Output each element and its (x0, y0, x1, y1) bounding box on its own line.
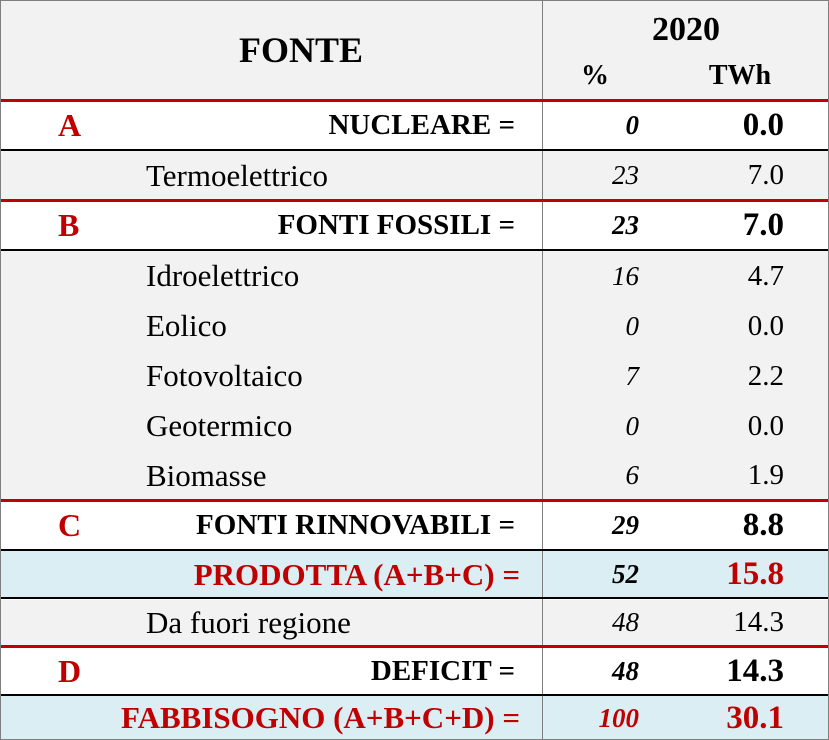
table-row-item (0, 251, 829, 301)
item-label: Termoelettrico (146, 157, 329, 193)
header-pct: % (581, 60, 609, 91)
pct-value: 23 (612, 210, 639, 240)
group-letter: D (58, 652, 82, 689)
row-divider (0, 597, 829, 599)
item-label: Geotermico (146, 408, 293, 443)
pct-value: 48 (612, 655, 639, 686)
table-row-total-demand (0, 696, 829, 740)
twh-value: 0.0 (747, 409, 784, 442)
twh-value: 14.3 (726, 652, 784, 689)
row-divider (0, 694, 829, 696)
table-row-group-b (0, 201, 829, 250)
item-label: Biomasse (146, 457, 267, 493)
item-label: Da fuori regione (146, 604, 351, 640)
item-label: Idroelettrico (146, 258, 300, 293)
twh-value: 14.3 (733, 606, 784, 638)
pct-value: 0 (625, 110, 639, 140)
pct-value: 7 (625, 360, 639, 391)
pct-value: 0 (625, 310, 639, 341)
twh-value: 7.0 (747, 159, 784, 191)
pct-value: 100 (598, 702, 639, 733)
twh-value: 4.7 (747, 259, 784, 292)
row-divider (0, 499, 829, 502)
row-divider (0, 99, 829, 102)
pct-value: 23 (612, 160, 639, 190)
group-letter: B (58, 207, 80, 243)
group-label: FONTI RINNOVABILI = (196, 509, 515, 541)
table-row-total-produced (0, 551, 829, 598)
table-row-item (0, 151, 829, 200)
pct-value: 0 (625, 410, 639, 441)
table-row-item (0, 401, 829, 451)
twh-value: 7.0 (742, 207, 784, 243)
row-divider (0, 645, 829, 648)
table-row-group-a (0, 101, 829, 150)
item-label: Eolico (146, 308, 227, 343)
column-divider (542, 0, 543, 740)
twh-value: 0.0 (747, 309, 784, 342)
twh-value: 1.9 (747, 459, 784, 491)
row-divider (0, 549, 829, 551)
group-letter: C (58, 507, 82, 543)
table-header (0, 0, 829, 100)
group-label: DEFICIT = (370, 654, 515, 687)
twh-value: 15.8 (726, 556, 784, 592)
pct-value: 52 (612, 559, 639, 589)
table-row-item (0, 301, 829, 351)
header-year: 2020 (652, 11, 720, 48)
total-label: PRODOTTA (A+B+C) = (193, 556, 520, 592)
pct-value: 16 (612, 260, 639, 291)
group-label: FONTI FOSSILI = (277, 209, 515, 241)
twh-value: 30.1 (726, 699, 784, 736)
row-divider (0, 249, 829, 251)
item-label: Fotovoltaico (146, 358, 303, 393)
pct-value: 6 (625, 460, 639, 490)
pct-value: 48 (612, 607, 639, 637)
twh-value: 8.8 (742, 507, 784, 543)
header-twh: TWh (708, 60, 772, 91)
twh-value: 0.0 (742, 107, 784, 143)
table-row-group-c (0, 501, 829, 550)
row-divider (0, 149, 829, 151)
table-row-item (0, 600, 829, 645)
row-divider (0, 199, 829, 202)
total-label: FABBISOGNO (A+B+C+D) = (120, 700, 520, 735)
header-source-label: FONTE (238, 30, 363, 70)
table-row-item (0, 451, 829, 500)
table-row-group-d (0, 648, 829, 694)
group-label: NUCLEARE = (328, 109, 515, 141)
pct-value: 29 (612, 510, 639, 540)
group-letter: A (58, 107, 82, 143)
table-row-item (0, 351, 829, 401)
twh-value: 2.2 (747, 359, 784, 392)
